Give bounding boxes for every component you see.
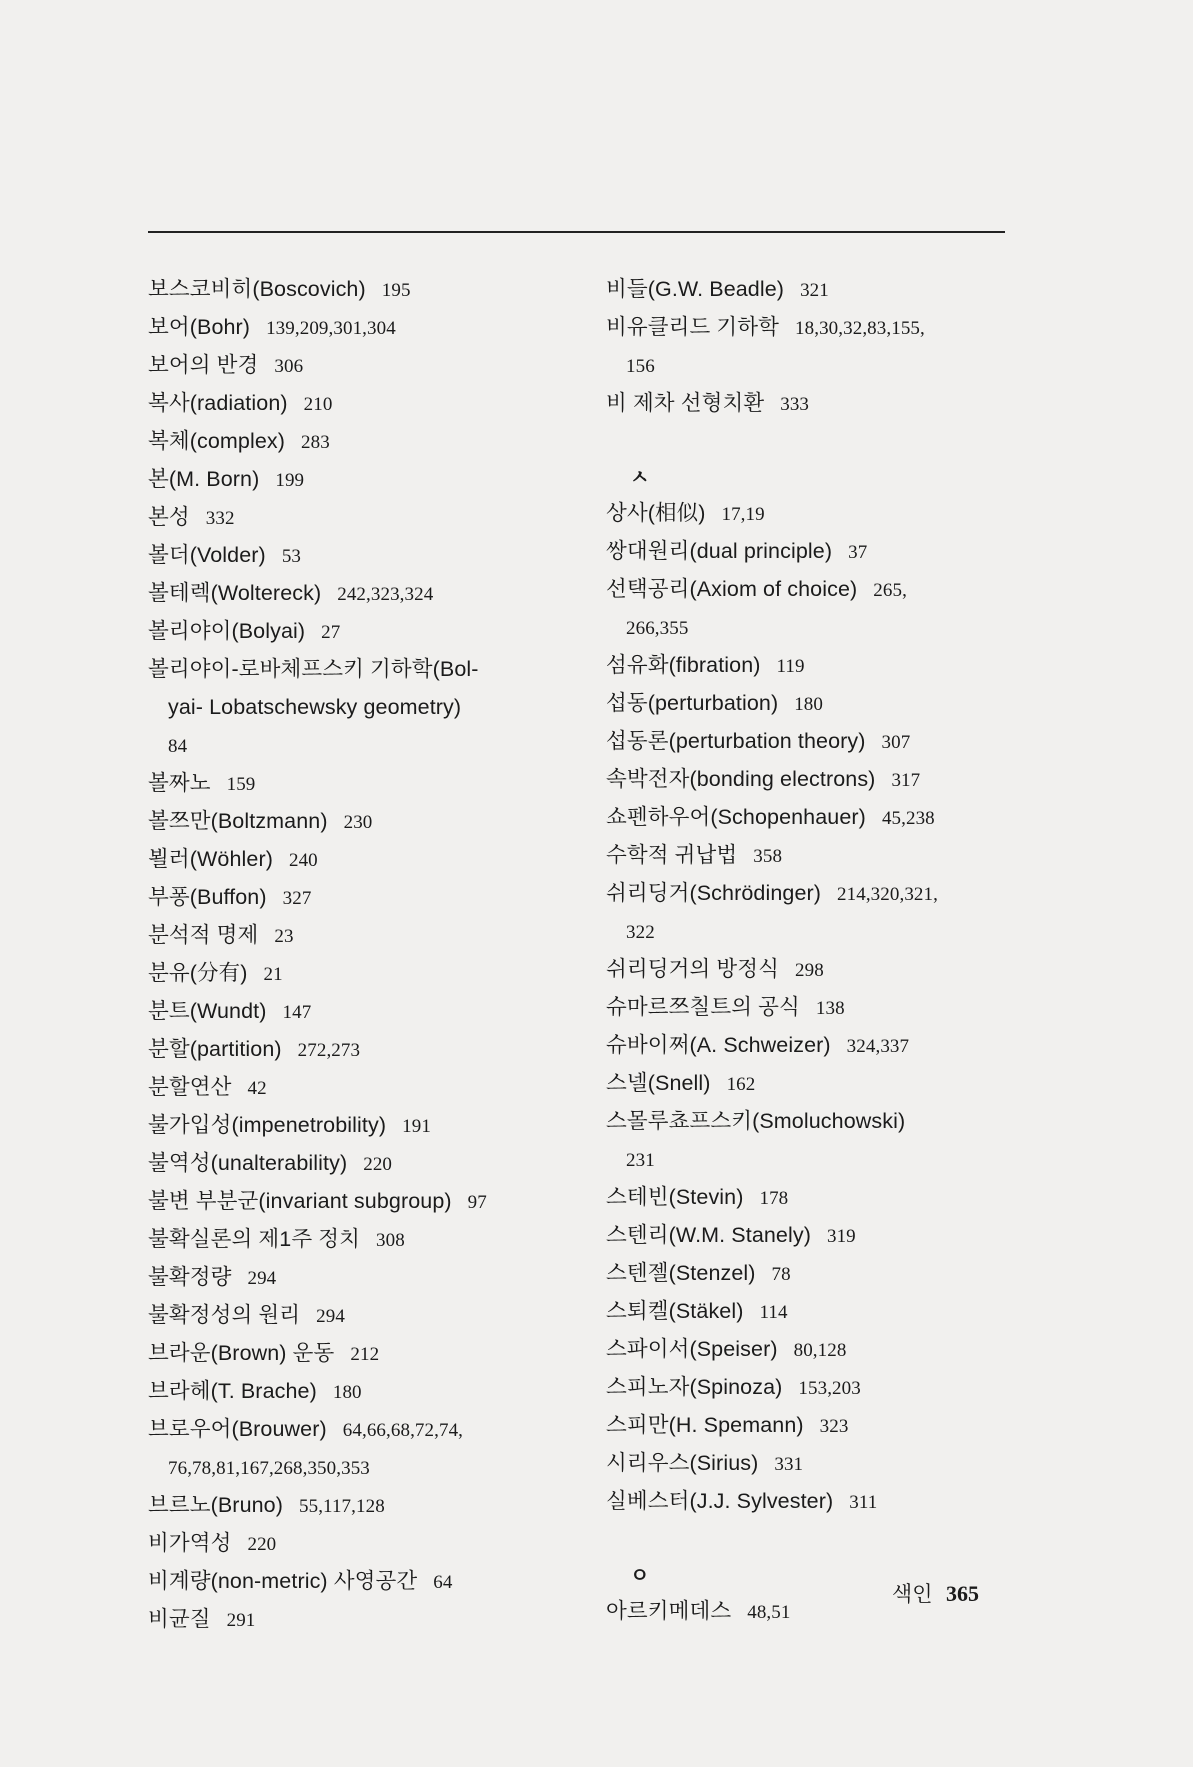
index-term: 비가역성 — [148, 1531, 232, 1555]
index-pages: 240 — [288, 850, 318, 871]
index-term: 불확정량 — [148, 1265, 232, 1289]
index-entry — [606, 723, 1018, 761]
index-entry — [148, 575, 548, 613]
index-term: 비유클리드 기하학 — [606, 315, 780, 339]
index-pages: 42 — [247, 1078, 267, 1099]
index-entry — [606, 761, 1018, 799]
index-term: 속박전자(bonding electrons) — [606, 767, 876, 791]
index-entry — [148, 347, 548, 385]
index-entry — [148, 955, 548, 993]
index-term: 브로우어(Brouwer) — [148, 1417, 327, 1441]
index-pages: 147 — [282, 1002, 312, 1023]
index-entry — [148, 461, 548, 499]
index-pages: 324,337 — [846, 1036, 910, 1057]
index-pages: 231 — [626, 1150, 655, 1171]
index-entry — [148, 651, 548, 689]
index-term: 스피만(H. Spemann) — [606, 1413, 804, 1437]
index-entry — [148, 537, 548, 575]
index-entry — [606, 271, 1018, 309]
index-entry — [606, 1027, 1018, 1065]
index-pages: 265, — [873, 580, 907, 601]
index-entry — [148, 917, 548, 955]
index-pages: 64,66,68,72,74, — [342, 1420, 464, 1441]
index-pages: 214,320,321, — [837, 884, 938, 905]
index-pages: 178 — [759, 1188, 789, 1209]
index-entry — [148, 1411, 548, 1449]
index-term: 분할(partition) — [148, 1037, 282, 1061]
index-term: 비 제차 선형치환 — [606, 391, 765, 415]
index-pages: 139,209,301,304 — [266, 318, 396, 339]
index-term: 본성 — [148, 505, 190, 529]
index-pages: 283 — [301, 432, 330, 453]
index-entry — [606, 1255, 1018, 1293]
index-entry — [148, 1335, 548, 1373]
index-pages: 119 — [776, 656, 805, 677]
index-pages: 294 — [316, 1306, 345, 1327]
index-term: 볼짜노 — [148, 771, 211, 795]
index-entry — [148, 1031, 548, 1069]
index-term: 볼리야이-로바체프스키 기하학(Bol- — [148, 657, 479, 681]
index-term: 불역성(unalterability) — [148, 1151, 348, 1175]
index-term: 뵐러(Wöhler) — [148, 847, 273, 871]
index-pages: 319 — [826, 1226, 856, 1247]
index-pages: 311 — [849, 1492, 878, 1513]
index-entry — [606, 1331, 1018, 1369]
index-term: 보어(Bohr) — [148, 315, 251, 339]
index-entry — [148, 1259, 548, 1297]
index-pages: 159 — [226, 774, 256, 795]
index-pages: 138 — [815, 998, 845, 1019]
index-term: 쉬리딩거의 방정식 — [606, 957, 780, 981]
index-entry — [606, 1293, 1018, 1331]
index-term: 수학적 귀납법 — [606, 843, 738, 867]
section-spacer — [606, 1521, 1018, 1557]
index-entry — [148, 765, 548, 803]
index-pages: 48,51 — [747, 1602, 791, 1623]
index-pages: 308 — [376, 1230, 405, 1251]
section-spacer — [606, 423, 1018, 459]
index-pages: 220 — [363, 1154, 393, 1175]
index-pages: 333 — [780, 394, 810, 415]
index-entry — [606, 1141, 1018, 1179]
index-entry — [606, 799, 1018, 837]
index-entry — [148, 1069, 548, 1107]
index-entry — [606, 533, 1018, 571]
index-entry — [148, 689, 548, 727]
index-entry — [148, 993, 548, 1031]
index-entry — [606, 989, 1018, 1027]
index-pages: 212 — [350, 1344, 380, 1365]
index-term: 쇼펜하우어(Schopenhauer) — [606, 805, 866, 829]
index-term: 본(M. Born) — [148, 467, 260, 491]
index-term: 스퇴켈(Stäkel) — [606, 1299, 744, 1323]
index-entry — [606, 913, 1018, 951]
index-term: 불가입성(impenetrobility) — [148, 1113, 387, 1137]
index-term: 볼리야이(Bolyai) — [148, 619, 306, 643]
index-pages: 156 — [626, 356, 655, 377]
index-entry — [606, 1217, 1018, 1255]
index-term: 섭동(perturbation) — [606, 691, 779, 715]
index-entry — [148, 1601, 548, 1639]
index-term: 선택공리(Axiom of choice) — [606, 577, 858, 601]
index-term: 섬유화(fibration) — [606, 653, 761, 677]
index-pages: 298 — [795, 960, 824, 981]
index-entry — [606, 309, 1018, 347]
index-term: 비계량(non-metric) 사영공간 — [148, 1569, 418, 1593]
index-pages: 45,238 — [881, 808, 935, 829]
index-term: 불확실론의 제1주 정치 — [148, 1227, 361, 1251]
index-term: 슈바이쩌(A. Schweizer) — [606, 1033, 831, 1057]
index-pages: 306 — [274, 356, 304, 377]
index-pages: 199 — [275, 470, 305, 491]
index-pages: 97 — [467, 1192, 487, 1213]
index-entry — [606, 837, 1018, 875]
index-term: 불확정성의 원리 — [148, 1303, 301, 1327]
index-pages: 162 — [726, 1074, 756, 1095]
index-entry — [606, 1483, 1018, 1521]
page-footer — [892, 1578, 979, 1608]
index-pages: 210 — [303, 394, 333, 415]
index-term: 스넬(Snell) — [606, 1071, 711, 1095]
index-pages: 64 — [433, 1572, 453, 1593]
index-term: 브라운(Brown) 운동 — [148, 1341, 335, 1365]
index-entry — [148, 1107, 548, 1145]
index-pages: 230 — [343, 812, 373, 833]
index-entry — [148, 803, 548, 841]
index-entry — [606, 685, 1018, 723]
index-term: 분유(分有) — [148, 961, 248, 985]
index-pages: 327 — [282, 888, 312, 909]
index-term: 스텐젤(Stenzel) — [606, 1261, 756, 1285]
index-pages: 37 — [848, 542, 868, 563]
index-entry — [148, 385, 548, 423]
index-pages: 180 — [794, 694, 824, 715]
index-term: 보어의 반경 — [148, 353, 259, 377]
index-pages: 55,117,128 — [299, 1496, 385, 1517]
section-heading: ㅅ — [630, 465, 650, 489]
index-pages: 78 — [771, 1264, 791, 1285]
index-term: 아르키메데스 — [606, 1599, 732, 1623]
index-term: 부퐁(Buffon) — [148, 885, 267, 909]
index-entry — [148, 1297, 548, 1335]
index-entry — [148, 271, 548, 309]
index-pages: 76,78,81,167,268,350,353 — [168, 1458, 370, 1479]
index-pages: 331 — [774, 1454, 804, 1475]
index-entry — [606, 1445, 1018, 1483]
index-term: 슈마르쯔칠트의 공식 — [606, 995, 800, 1019]
index-term: 비들(G.W. Beadle) — [606, 277, 785, 301]
index-pages: 23 — [274, 926, 294, 947]
index-entry — [148, 309, 548, 347]
index-entry — [606, 609, 1018, 647]
footer-label: 색인 — [891, 1582, 933, 1606]
index-entry — [606, 1065, 1018, 1103]
index-entry — [148, 1449, 548, 1487]
index-term: 볼테렉(Woltereck) — [148, 581, 322, 605]
index-pages: 84 — [168, 736, 188, 757]
index-pages: 114 — [759, 1302, 788, 1323]
index-entry — [148, 1525, 548, 1563]
index-entry — [148, 1373, 548, 1411]
index-pages: 272,273 — [297, 1040, 361, 1061]
index-pages: 27 — [321, 622, 341, 643]
index-term: 불변 부분군(invariant subgroup) — [148, 1189, 452, 1213]
index-column-left — [148, 271, 548, 1639]
index-entry — [606, 385, 1018, 423]
index-term: 분석적 명제 — [148, 923, 259, 947]
index-term: 스파이서(Speiser) — [606, 1337, 778, 1361]
index-entry — [148, 879, 548, 917]
index-term: 스몰루쵸프스키(Smoluchowski) — [606, 1109, 906, 1133]
index-pages: 322 — [626, 922, 655, 943]
index-entry — [148, 499, 548, 537]
index-term: 브라헤(T. Brache) — [148, 1379, 317, 1403]
index-pages: 317 — [891, 770, 921, 791]
index-term: 시리우스(Sirius) — [606, 1451, 759, 1475]
index-pages: 53 — [281, 546, 302, 567]
index-entry — [148, 1145, 548, 1183]
index-term: 쌍대원리(dual principle) — [606, 539, 833, 563]
index-pages: 17,19 — [721, 504, 765, 525]
index-pages: 220 — [247, 1534, 277, 1555]
index-term: 브르노(Bruno) — [148, 1493, 283, 1517]
index-entry — [148, 1563, 548, 1601]
index-entry — [606, 1103, 1018, 1141]
index-term: yai- Lobatschewsky geometry) — [168, 695, 462, 719]
index-entry — [606, 647, 1018, 685]
page-number: 365 — [946, 1581, 979, 1606]
index-term: 상사(相似) — [606, 501, 706, 525]
index-term: 분트(Wundt) — [148, 999, 267, 1023]
index-pages: 358 — [753, 846, 783, 867]
index-pages: 180 — [332, 1382, 362, 1403]
index-pages: 153,203 — [798, 1378, 861, 1399]
index-term: 분할연산 — [148, 1075, 232, 1099]
index-pages: 242,323,324 — [337, 584, 434, 605]
index-entry — [148, 1487, 548, 1525]
index-pages: 21 — [263, 964, 283, 985]
index-term: 비균질 — [148, 1607, 211, 1631]
index-entry — [606, 1179, 1018, 1217]
index-entry — [148, 423, 548, 461]
index-pages: 291 — [226, 1610, 256, 1631]
index-entry — [606, 1369, 1018, 1407]
index-pages: 195 — [381, 280, 411, 301]
index-entry — [148, 613, 548, 651]
index-entry — [606, 571, 1018, 609]
index-term: 복체(complex) — [148, 429, 286, 453]
top-rule — [148, 231, 1005, 233]
index-term: 볼쯔만(Boltzmann) — [148, 809, 328, 833]
index-term: 볼더(Volder) — [148, 543, 266, 567]
section-heading: ㅇ — [630, 1563, 650, 1587]
index-term: 스피노자(Spinoza) — [606, 1375, 783, 1399]
index-entry — [148, 1221, 548, 1259]
index-column-right — [606, 271, 1018, 1631]
index-pages: 191 — [402, 1116, 431, 1137]
index-pages: 294 — [247, 1268, 277, 1289]
index-entry — [148, 841, 548, 879]
index-entry — [148, 727, 548, 765]
index-term: 스텐리(W.M. Stanely) — [606, 1223, 811, 1247]
index-pages: 18,30,32,83,155, — [795, 318, 925, 339]
index-entry — [606, 951, 1018, 989]
index-entry — [606, 1407, 1018, 1445]
index-entry — [148, 1183, 548, 1221]
index-pages: 80,128 — [793, 1340, 847, 1361]
index-term: 섭동론(perturbation theory) — [606, 729, 866, 753]
index-pages: 332 — [205, 508, 235, 529]
index-term: 복사(radiation) — [148, 391, 288, 415]
index-entry — [606, 347, 1018, 385]
index-entry — [606, 875, 1018, 913]
index-pages: 266,355 — [626, 618, 689, 639]
index-pages: 307 — [881, 732, 911, 753]
index-pages: 321 — [800, 280, 829, 301]
index-term: 실베스터(J.J. Sylvester) — [606, 1489, 834, 1513]
index-term: 보스코비히(Boscovich) — [148, 277, 366, 301]
index-term: 쉬리딩거(Schrödinger) — [606, 881, 822, 905]
index-entry — [606, 495, 1018, 533]
index-pages: 323 — [819, 1416, 849, 1437]
index-term: 스테빈(Stevin) — [606, 1185, 744, 1209]
